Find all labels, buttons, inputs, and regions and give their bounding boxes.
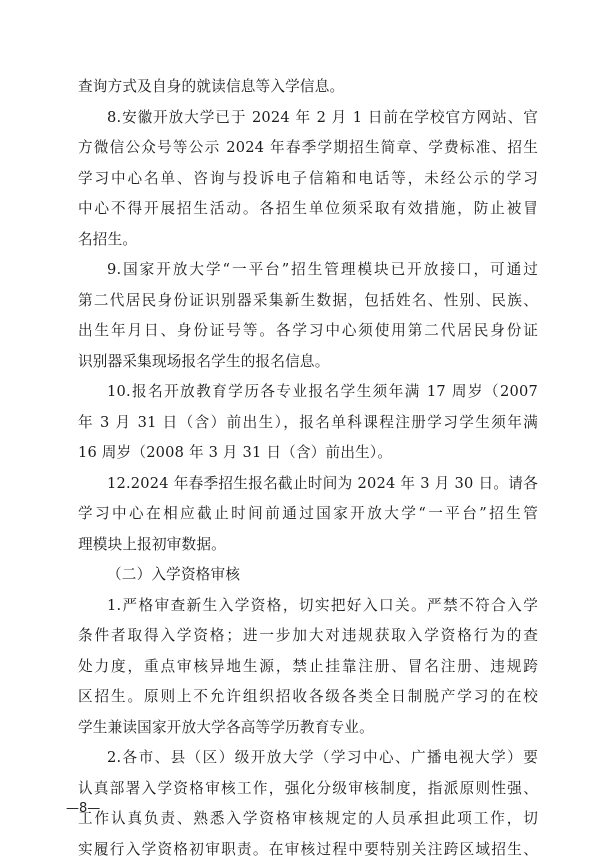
text-line: 工作认真负责、熟悉入学资格审核规定的人员承担此项工作，切 (78, 804, 538, 835)
text-line: 学生兼读国家开放大学各高等学历教育专业。 (78, 713, 538, 744)
text-line: 条件者取得入学资格；进一步加大对违规获取入学资格行为的查 (78, 621, 538, 652)
text-line: 出生年月日、身份证号等。各学习中心须使用第二代居民身份证 (78, 316, 538, 347)
page-number: —8— (66, 801, 100, 816)
text-line: 理模块上报初审数据。 (78, 530, 538, 561)
text-line: 认真部署入学资格审核工作，强化分级审核制度，指派原则性强、 (78, 774, 538, 805)
text-line: 9.国家开放大学“一平台”招生管理模块已开放接口，可通过 (78, 255, 538, 286)
text-line: 1.严格审查新生入学资格，切实把好入口关。严禁不符合入学 (78, 591, 538, 622)
text-line: 查询方式及自身的就读信息等入学信息。 (78, 72, 538, 103)
text-line: 第二代居民身份证识别器采集新生数据，包括姓名、性别、民族、 (78, 286, 538, 317)
text-line: 16 周岁（2008 年 3 月 31 日（含）前出生）。 (78, 438, 538, 469)
text-line: 中心不得开展招生活动。各招生单位须采取有效措施，防止被冒 (78, 194, 538, 225)
text-line: 年 3 月 31 日（含）前出生），报名单科课程注册学习学生须年满 (78, 408, 538, 439)
text-line: 名招生。 (78, 225, 538, 256)
text-line: 区招生。原则上不允许组织招收各级各类全日制脱产学习的在校 (78, 682, 538, 713)
text-line: 2.各市、县（区）级开放大学（学习中心、广播电视大学）要 (78, 743, 538, 774)
text-line: 学习中心在相应截止时间前通过国家开放大学“一平台”招生管 (78, 499, 538, 530)
text-line: 识别器采集现场报名学生的报名信息。 (78, 347, 538, 378)
text-line: 实履行入学资格初审职责。在审核过程中要特别关注跨区域招生、 (78, 835, 538, 865)
text-line: 处力度，重点审核异地生源，禁止挂靠注册、冒名注册、违规跨 (78, 652, 538, 683)
text-line: 10.报名开放教育学历各专业报名学生须年满 17 周岁（2007 (78, 377, 538, 408)
body-text (78, 72, 538, 865)
text-line: 12.2024 年春季招生报名截止时间为 2024 年 3 月 30 日。请各 (78, 469, 538, 500)
text-line: 8.安徽开放大学已于 2024 年 2 月 1 日前在学校官方网站、官 (78, 103, 538, 134)
text-line: 方微信公众号等公示 2024 年春季学期招生简章、学费标准、招生 (78, 133, 538, 164)
text-line: 学习中心名单、咨询与投诉电子信箱和电话等，未经公示的学习 (78, 164, 538, 195)
section-heading: （二）入学资格审核 (78, 560, 538, 591)
